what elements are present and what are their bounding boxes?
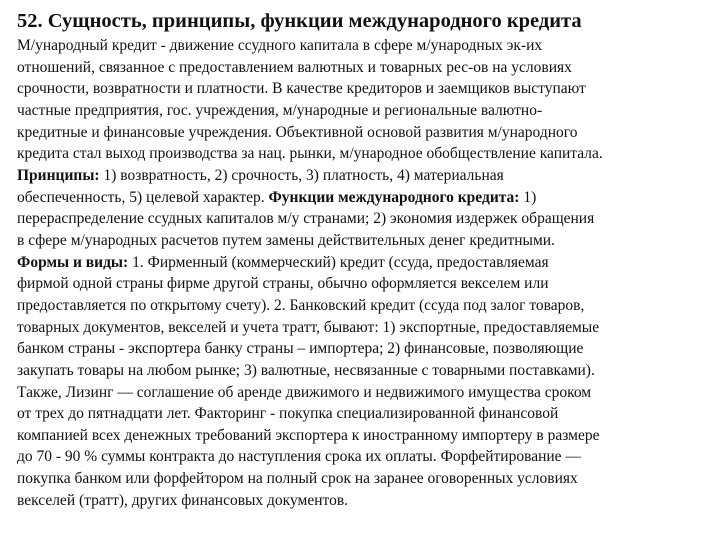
text-line: [17, 338, 710, 360]
text-line: [17, 165, 710, 187]
text-run: обеспеченность, 5) целевой характер.: [17, 188, 269, 206]
text-line: [17, 122, 710, 144]
text-run: фирмой одной страны фирме другой страны, обычно оформляется векселем или: [17, 275, 549, 293]
text-line: [17, 468, 710, 490]
text-line: [17, 317, 710, 339]
text-line: [17, 143, 710, 165]
text-run: предоставляется по открытому счету). 2. Банковский кредит (ссуда под залог товаров,: [17, 296, 585, 314]
bold-term: Функции международного кредита:: [268, 188, 520, 206]
text-run: кредитные и финансовые учреждения. Объективной основой развития м/ународного: [17, 123, 578, 141]
text-run: в сфере м/ународных расчетов путем замены действительных денег кредитными.: [17, 231, 555, 249]
text-line: [17, 425, 710, 447]
text-run: банком страны - экспортера банку страны – импортера; 2) финансовые, позволяющие: [17, 340, 584, 358]
text-line: [17, 446, 710, 468]
text-line: [17, 403, 710, 425]
text-run: закупать товары на любом рынке; 3) валютные, несвязанные с товарными поставками).: [17, 361, 595, 379]
text-line: [17, 382, 710, 404]
text-line: [17, 187, 710, 209]
text-run: товарных документов, векселей и учета тратт, бывают: 1) экспортные, предоставляемые: [17, 318, 600, 336]
document-body: [17, 35, 710, 511]
text-run: компанией всех денежных требований экспортера к иностранному импортеру в размере: [17, 426, 600, 444]
text-run: до 70 - 90 % суммы контракта до наступления срока их оплаты. Форфейтирование —: [17, 448, 581, 466]
text-line: [17, 208, 710, 230]
text-line: [17, 295, 710, 317]
text-run: кредита стал выход производства за нац. рынки, м/ународное обобществление капитала.: [17, 145, 603, 163]
text-run: срочности, возвратности и платности. В качестве кредиторов и заемщиков выступают: [17, 80, 586, 98]
text-run: 1) возвратность, 2) срочность, 3) платность, 4) материальная: [99, 166, 504, 184]
text-line: [17, 252, 710, 274]
text-line: [17, 35, 710, 57]
document-title: 52. Сущность, принципы, функции международного кредита: [17, 10, 582, 32]
bold-term: Формы и виды:: [17, 253, 129, 271]
text-line: [17, 273, 710, 295]
text-run: 1. Фирменный (коммерческий) кредит (ссуда, предоставляемая: [128, 253, 549, 271]
text-run: Также, Лизинг — соглашение об аренде движимого и недвижимого имущества сроком: [17, 383, 592, 401]
text-line: [17, 490, 710, 512]
text-run: векселей (тратт), других финансовых документов.: [17, 491, 349, 509]
text-run: покупка банком или форфейтором на полный срок на заранее оговоренных условиях: [17, 470, 578, 488]
text-line: [17, 360, 710, 382]
text-line: [17, 100, 710, 122]
text-line: [17, 57, 710, 79]
bold-term: Принципы:: [17, 166, 100, 184]
text-line: [17, 78, 710, 100]
text-run: от трех до пятнадцати лет. Факторинг - покупка специализированной финансовой: [17, 405, 559, 423]
text-run: отношений, связанное с предоставлением валютных и товарных рес-ов на условиях: [17, 58, 572, 76]
text-run: 1): [519, 188, 537, 206]
text-run: частные предприятия, гос. учреждения, м/ународные и региональные валютно-: [17, 101, 543, 119]
text-run: перераспределение ссудных капиталов м/у странами; 2) экономия издержек обращения: [17, 210, 595, 228]
text-line: [17, 230, 710, 252]
text-run: М/ународный кредит - движение ссудного капитала в сфере м/ународных эк-их: [17, 37, 543, 54]
